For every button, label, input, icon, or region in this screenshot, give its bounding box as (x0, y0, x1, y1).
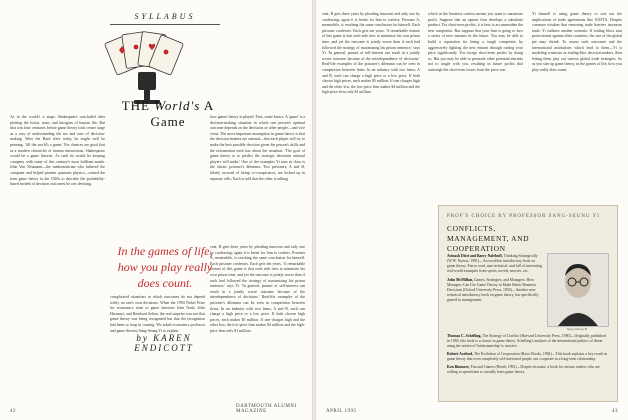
body-text-col3: cent, B gets three years by pleading innocent and only one by confessing; again it is better for him to confess. Prisoner A, meanwhile, is reaching the same conclusion for himself. Each prisoner confesses. Each gets ten years. 'A remarkable feature of this game is that each side tries to minimize his own prison time, and yet the outcome is jointly worse than if each had followed the strategy of maximizing his prison sentence,' says Yi. 'In general, pursuit of self-interest can result in a jointly worse outcome because of the interdependence of decisions.' Real-life examples of the prisoner's dilemma can be seen in competition between firms. In an industry with two firms, A and B, each can charge a high price or a low price. If both choose high prices, each makes $5 million. If one charges high and the other low, the low-price firm makes $4 million and the high-price firm only $1 million. (322, 12, 420, 95)
body-column-4 (428, 12, 523, 197)
reading-entry-text: Thinking Strategically (W.W. Norton, 1991)—An excellent introductory book on game theory. Fun to read, non-technical, and full of interesting real-world examples from sports, novels, movies, etc. (447, 254, 543, 273)
reading-entry-head: Ken Binmore, (447, 365, 470, 369)
reading-entry-text: The Evolution of Cooperation (Basic Books, 1984)—This book explains a key result in game theory that even completely self-interested people can cooperate in a long-term relationship. (447, 352, 607, 361)
byline: by KAREN ENDICOTT (134, 333, 194, 353)
sidebar-kicker: PROF'S CHOICE BY PROFESSOR SANG-SEUNG YI (447, 214, 600, 219)
body-column-2 (210, 115, 305, 237)
body-text-col1: As in the world's a stage, Shakespeare concluded after plotting the twists, turns, and intrigues of human life. But that was four centuries before game theory took center stage as a way of understanding the ins and outs of decision-making. Were the Bard alive today, he might well be penning: 'All the world's a game.' For chances are good that as a modern chronicler of human interactions, Shakespeare would be a game theorist. As such he would be keeping company with some of this century's most brilliant minds. John Von Neumann—the mathematician who fathered the computer and helped pioneer quantum physics—coined the term game theory in the 1920s to describe the probability-based models of decision outcomes he was devising. (10, 115, 105, 187)
body-column-2b (110, 295, 205, 333)
body-column-3 (322, 12, 420, 392)
section-rule (110, 24, 220, 25)
body-text-col4: which in the business context means you want to maximize profit. Suppose that an upstart firm develops a substitute product. For short-term profits, it is best to accommodate the new competitor. But suppose that your firm is going to face a series of new entrants in the future. You may be able to build a reputation for being a tough competitor by aggressively fighting the new entrant through cutting your price significantly. You forego short-term profits by doing so. But you may be able to persuade other potential entrants not to tangle with you, resulting in future profits that outweigh the short-term losses from the price war. (428, 12, 523, 72)
reading-entry (447, 334, 607, 349)
reading-entry (447, 365, 607, 375)
magazine-name-folio: DARTMOUTH ALUMNI MAGAZINE (236, 404, 297, 414)
profs-choice-sidebar (438, 205, 618, 402)
reading-entry-text: Fun and Games (Heath, 1992)—Despite its name, a book for serious readers who are willing to spend time to actually learn game theory. (447, 365, 600, 374)
page-number-right: 43 (612, 409, 618, 414)
body-text-col2b: complicated situations in which outcomes do not depend solely on one's own decisions. When the 1994 Nobel Prize for economics went to game theorists John Nash, John Harsanyi, and Reinhard Selten, the real surprise was not that game theory was being recognized but that the recognition had been so long in coming. We asked economics professor and game theorist Sang-Seung Yi to explain (110, 295, 205, 333)
body-column-5 (532, 12, 622, 197)
reading-entry-head: John McMillan, (447, 278, 473, 282)
reading-entry-text: Games, Strategies, and Managers: How Managers Can Use Game Theory to Make Better Business Decisions (Oxford University Press, 1992)—Another non-technical introductory book on game theory, but specifically geared to management. (447, 278, 539, 302)
title-italic: World's (154, 98, 201, 113)
body-column-2c (210, 245, 305, 390)
reading-entry (447, 254, 544, 274)
section-label: SYLLABUS (134, 12, 196, 21)
body-column-1 (10, 115, 105, 390)
title-suffix: A Game (150, 98, 215, 129)
reading-entry (447, 352, 607, 362)
title-prefix: THE (121, 98, 155, 113)
issue-date-folio: APRIL 1995 (326, 409, 357, 414)
sidebar-title: CONFLICTS, MANAGEMENT, AND COOPERATION (447, 224, 530, 253)
reading-entry-head: Avinash Dixit and Barry Nalebuff, (447, 254, 503, 258)
sidebar-entries-lower (447, 334, 607, 378)
sidebar-entries-upper (447, 254, 544, 307)
body-text-col2: how gamer theory is played. First, some basics. A 'game' is a decision-making situation in which one person's optimal outcome depends on the decisions of other people—and vice versa. The most important assumption in game theory is that the decision-makers are rational—that each player will try to make the best possible decision given the person's skills and the information each has about the situation. 'The goal of game theory is to predict the strategic decisions rational players will make.' One of the examples Yi uses in class is the classic prisoner's dilemma: Two prisoners, A and B, falsely accused of being co-conspirators, are locked up in separate cells. Each is told that the other is talking. (210, 115, 305, 181)
reading-entry (447, 278, 544, 303)
reading-entry-text: The Strategy of Conflict (Harvard University Press, 1980)—Originally published in 1960, this book is a classic in game theory. Schelling's analysis of the international politics of threat using the notion of 'brinksmanship' is incisive. (447, 334, 606, 348)
page-number-left: 42 (10, 409, 16, 414)
playing-cards-illustration (92, 28, 202, 108)
body-text-col3-left: cent, B gets three years by pleading innocent and only one by confessing; again it is better for him to confess. Prisoner A, meanwhile, is reaching the same conclusion for himself. Each prisoner confesses. Each gets ten years. 'A remarkable feature of this game is that each side tries to minimize his own prison time, and yet the outcome is jointly worse than if each had followed the strategy of maximizing his prison sentence,' says Yi. 'In general, pursuit of self-interest can result in a jointly worse outcome because of the interdependence of decisions.' Real-life examples of the prisoner's dilemma can be seen in competition between firms. In an industry with two firms, A and B, each can charge a high price or a low price. If both choose high prices, each makes $5 million. If one charges high and the other low, the low-price firm makes $4 million and the high-price firm only $1 million. (210, 245, 305, 333)
body-text-col5: Yi himself is using game theory to sort out the implications of trade agreements like NAFTA. Despite common wisdom that removing trade barriers increases trade, Yi outlines another scenario: If trading blocs turn protectionist against other countries, the size of the global pie may shrink. To assess such outcomes and the international institutions which lead to them—Yi is modeling countries as trading-bloc decision-makers, then letting them play out various global trade strategies. So as you size up game theory, in the games of life, how you play really does count. (532, 12, 622, 72)
reading-entry-head: Thomas C. Schelling, (447, 334, 482, 338)
author-photo (547, 253, 609, 327)
pull-quote: In the games of life, how you play really does count. (117, 244, 213, 290)
photo-caption: Sang-Seung Yi (566, 327, 588, 331)
left-page (0, 0, 312, 420)
reading-entry-head: Robert Axelrod, (447, 352, 474, 356)
